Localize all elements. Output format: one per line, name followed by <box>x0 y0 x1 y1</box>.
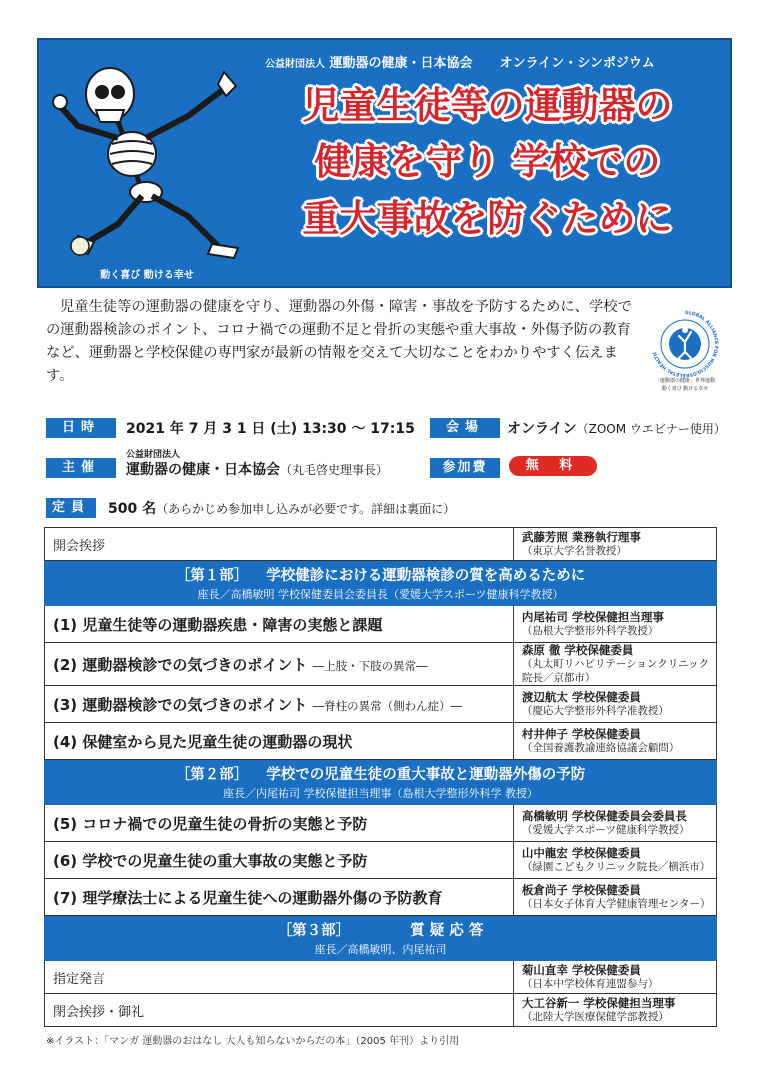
capacity-label: 定員 <box>46 498 96 518</box>
host-note: （丸毛啓史理事長） <box>280 463 389 477</box>
global-alliance-logo <box>646 306 724 396</box>
section-label: ［第２部］ <box>175 767 249 783</box>
section-label: ［第１部］ <box>175 568 249 584</box>
speaker-cell <box>513 686 716 723</box>
date-value: 2021 年 7 月 3 1 日 (土) 13:30 〜 17:15 <box>126 421 415 437</box>
program-table <box>44 527 717 1027</box>
table-row <box>45 643 717 686</box>
logo-caption-2: 動く喜び 動ける幸せ <box>661 386 709 392</box>
speaker-name: 高橋敏明 学校保健委員会委員長 <box>521 809 687 823</box>
speaker-affiliation: （日本女子体育大学健康管理センター） <box>521 898 711 910</box>
section-label: ［第３部］ <box>277 923 351 939</box>
section-title: 学校での児童生徒の重大事故と運動器外傷の予防 <box>266 767 586 783</box>
speaker-name: 村井伸子 学校保健委員 <box>521 727 641 741</box>
speaker-affiliation: （北陸大学医療保健学部教授） <box>521 1011 669 1023</box>
organizer-line <box>265 52 725 71</box>
venue-value <box>507 418 726 438</box>
event-type: オンライン・シンポジウム <box>499 56 655 71</box>
fee-badge: 無 料 <box>509 456 597 476</box>
table-row <box>45 606 717 643</box>
program-title: (5) コロナ禍での児童生徒の骨折の実態と予防 <box>45 805 514 842</box>
date-label: 日時 <box>46 418 116 438</box>
org-prefix: 公益財団法人 <box>265 59 325 70</box>
table-row <box>45 686 717 723</box>
logo-ring-text: GLOBAL ALLIANCE FOR MUSCULOSKELETAL HEALTH <box>653 310 718 378</box>
table-row <box>45 879 717 916</box>
table-row <box>45 723 717 760</box>
table-row <box>45 805 717 842</box>
speaker-name: 菊山直幸 学校保健委員 <box>521 963 641 977</box>
capacity-number: 500 名 <box>108 501 157 517</box>
program-title: (6) 学校での児童生徒の重大事故の実態と予防 <box>45 842 514 879</box>
host-label: 主催 <box>46 458 116 478</box>
speaker-cell <box>513 723 716 760</box>
host-name: 運動器の健康・日本協会 <box>126 462 280 478</box>
speaker-name: 森原 徹 学校保健委員 <box>521 643 634 657</box>
mascot-caption: 動く喜び 動ける幸せ <box>100 270 194 281</box>
program-title: (1) 児童生徒等の運動器疾患・障害の実態と課題 <box>45 606 514 643</box>
speaker-cell <box>513 961 716 994</box>
logo-caption-1: 「運動器の健康」世界運動 <box>654 378 716 384</box>
title-line-3: 重大事故を防ぐために <box>302 197 673 240</box>
table-row <box>45 994 717 1027</box>
speaker-affiliation: （緑園こどもクリニック院長／横浜市） <box>521 861 711 873</box>
speaker-cell <box>513 879 716 916</box>
capacity-value <box>108 498 455 518</box>
intro-paragraph <box>46 296 640 388</box>
speaker-name: 武藤芳照 業務執行理事 <box>521 530 641 544</box>
speaker-cell <box>513 643 716 686</box>
speaker-name: 内尾祐司 学校保健担当理事 <box>521 610 664 624</box>
fee-label: 参加費 <box>430 458 500 478</box>
speaker-affiliation: （愛媛大学スポーツ健康科学教授） <box>521 824 690 836</box>
speaker-cell <box>513 528 716 561</box>
speaker-affiliation: （島根大学整形外科学教授） <box>521 625 659 637</box>
program-title: (3) 運動器検診での気づきのポイント ―脊柱の異常（側わん症）― <box>45 686 514 723</box>
speaker-name: 渡辺航太 学校保健委員 <box>521 690 641 704</box>
speaker-affiliation: （丸太町リハビリテーションクリニック院長／京都市） <box>521 658 710 684</box>
table-row <box>45 961 717 994</box>
section-chair: 座長／内尾祐司 学校保健担当理事（島根大学整形外科学 教授） <box>223 787 538 800</box>
skeleton-mascot-illustration <box>48 46 248 261</box>
host-value <box>126 459 388 479</box>
speaker-affiliation: （全国養護教諭連絡協議会顧問） <box>521 742 680 754</box>
speaker-name: 大工谷新一 学校保健担当理事 <box>521 996 676 1010</box>
venue-note: （ZOOM ウエビナー使用） <box>576 422 726 436</box>
speaker-affiliation: （慶応大学整形外科学准教授） <box>521 705 669 717</box>
section-header-part2 <box>45 760 717 805</box>
intro-text: 児童生徒等の運動器の健康を守り、運動器の外傷・障害・事故を予防するために、学校での運動器検診のポイント、コロナ禍での運動不足と骨折の実態や重大事故・外傷予防の教育など、運動器と学校保健の専門家が最新の情報を交えて大切なことをわかりやすく伝えます。 <box>46 299 632 384</box>
table-row <box>45 528 717 561</box>
speaker-name: 山中龍宏 学校保健委員 <box>521 846 641 860</box>
title-line-1: 児童生徒等の運動器の <box>302 84 673 127</box>
program-title: (7) 理学療法士による児童生徒への運動器外傷の予防教育 <box>45 879 514 916</box>
speaker-cell <box>513 606 716 643</box>
program-title: (2) 運動器検診での気づきのポイント ―上肢・下肢の異常― <box>45 643 514 686</box>
venue-label: 会場 <box>430 418 500 438</box>
program-title: 指定発言 <box>45 961 514 994</box>
speaker-affiliation: （日本中学校体育連盟参与） <box>521 978 659 990</box>
title-line-2: 健康を守り 学校での <box>314 140 661 183</box>
section-header-part1 <box>45 561 717 606</box>
host-prefix: 公益財団法人 <box>126 450 181 460</box>
section-chair: 座長／高橋敏明 学校保健委員会委員長（愛媛大学スポーツ健康科学教授） <box>197 588 564 601</box>
program-title: (4) 保健室から見た児童生徒の運動器の現状 <box>45 723 514 760</box>
speaker-cell <box>513 994 716 1027</box>
section-chair: 座長／高橋敏明、内尾祐司 <box>314 943 447 956</box>
speaker-affiliation: （東京大学名誉教授） <box>521 545 627 557</box>
speaker-cell <box>513 805 716 842</box>
program-title: 開会挨拶 <box>45 528 514 561</box>
speaker-name: 板倉尚子 学校保健委員 <box>521 883 641 897</box>
footnote: ※イラスト：「マンガ 運動器のおはなし 大人も知らないからだの本」（2005 年刊）より引用 <box>46 1036 460 1047</box>
section-title: 質 疑 応 答 <box>410 923 484 939</box>
section-title: 学校健診における運動器検診の質を高めるために <box>266 568 586 584</box>
speaker-cell <box>513 842 716 879</box>
org-name: 運動器の健康・日本協会 <box>329 56 473 71</box>
capacity-note: （あらかじめ参加申し込みが必要です。詳細は裏面に） <box>156 502 456 516</box>
program-title: 閉会挨拶・御礼 <box>45 994 514 1027</box>
venue-name: オンライン <box>507 421 577 437</box>
table-row <box>45 842 717 879</box>
section-header-part3 <box>45 916 717 961</box>
